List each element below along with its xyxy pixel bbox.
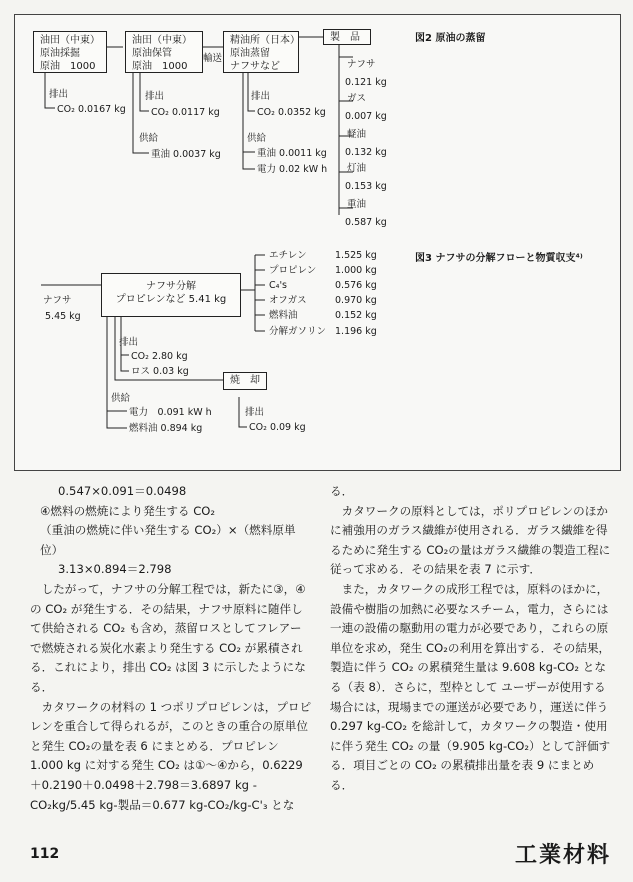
fig2-caption: 図2 原油の蒸留 bbox=[415, 33, 486, 44]
product-lightoil-val: 0.132 kg bbox=[345, 147, 387, 158]
out-ethylene: エチレン bbox=[269, 250, 307, 261]
continuation: る． bbox=[330, 484, 354, 498]
product-heavyoil: 重油 bbox=[347, 199, 367, 210]
fig3-supply: 供給 bbox=[111, 393, 131, 404]
product-gas: ガス bbox=[347, 93, 367, 104]
fig3-co2: CO₂ 2.80 kg bbox=[131, 351, 188, 362]
box-products: 製 品 bbox=[323, 29, 371, 45]
fig3-exhaust: 排出 bbox=[119, 337, 139, 348]
equation-1: 0.547×0.091＝0.0498 bbox=[58, 484, 187, 498]
box-oilfield-extraction: 油田（中東） 原油採掘 原油 1000 bbox=[33, 31, 107, 73]
paragraph-3: カタワークの原料としては，ポリプロピレンのほかに補強用のガラス繊維が使用される．ガラス繊維を得るために発生する CO₂の量はガラス繊維の製造工程に従って求める．その結果を表 7 に示す． bbox=[330, 503, 611, 577]
burn-co2: CO₂ 0.09 kg bbox=[249, 422, 306, 433]
b1-exhaust: 排出 bbox=[49, 89, 69, 100]
burn-exhaust: 排出 bbox=[245, 407, 265, 418]
b2-supply: 供給 bbox=[139, 133, 159, 144]
out-gasoline-val: 1.196 kg bbox=[335, 326, 377, 337]
item-4: ④燃料の燃焼により発生する CO₂ bbox=[40, 503, 216, 518]
transport-label: 輸送 bbox=[203, 53, 223, 64]
box-refinery: 精油所（日本） 原油蒸留 ナフサなど bbox=[223, 31, 299, 73]
fig3-input-val: 5.45 kg bbox=[45, 311, 81, 322]
out-offgas-val: 0.970 kg bbox=[335, 295, 377, 306]
out-propylene-val: 1.000 kg bbox=[335, 265, 377, 276]
box-oilfield-storage: 油田（中東） 原油保管 原油 1000 bbox=[125, 31, 203, 73]
figure-frame bbox=[14, 14, 621, 471]
out-fueloil: 燃料油 bbox=[269, 310, 298, 321]
b3-oil: 重油 0.0011 kg bbox=[257, 148, 327, 159]
b3-co2: CO₂ 0.0352 kg bbox=[257, 107, 326, 118]
b3-power: 電力 0.02 kW h bbox=[257, 164, 328, 175]
out-c4: C₄'s bbox=[269, 280, 288, 291]
fig3-fuel: 燃料油 0.894 kg bbox=[129, 423, 203, 434]
out-gasoline: 分解ガソリン bbox=[269, 326, 327, 337]
b3-exhaust: 排出 bbox=[251, 91, 271, 102]
product-gas-val: 0.007 kg bbox=[345, 111, 387, 122]
fig3-loss: ロス 0.03 kg bbox=[131, 366, 189, 377]
paragraph-1: したがって，ナフサの分解工程では，新たに③，④の CO₂ が発生する．その結果，ナフサ原料に随伴して供給される CO₂ も含め，蒸留ロスとしてフレアーで燃焼される炭化水素より発生する CO₂ が累積される．これにより，排出 CO₂ は図 3 に示したようになる． bbox=[30, 581, 306, 694]
out-offgas: オフガス bbox=[269, 295, 307, 306]
left-column bbox=[30, 482, 312, 815]
out-fueloil-val: 0.152 kg bbox=[335, 310, 377, 321]
box-naphtha-cracking: ナフサ分解 プロピレンなど 5.41 kg bbox=[101, 273, 241, 317]
fig3-caption: 図3 ナフサの分解フローと物質収支⁴⁾ bbox=[415, 253, 583, 264]
box-incineration: 焼 却 bbox=[223, 372, 267, 390]
product-kerosene: 灯油 bbox=[347, 163, 367, 174]
b2-co2: CO₂ 0.0117 kg bbox=[151, 107, 220, 118]
b2-exhaust: 排出 bbox=[145, 91, 165, 102]
b1-co2: CO₂ 0.0167 kg bbox=[57, 104, 126, 115]
product-kerosene-val: 0.153 kg bbox=[345, 181, 387, 192]
fig3-power: 電力 0.091 kW h bbox=[129, 407, 212, 418]
publication-logo: 工業材料 bbox=[514, 842, 611, 868]
b3-supply: 供給 bbox=[247, 133, 267, 144]
page-number: 112 bbox=[30, 846, 60, 862]
fig3-input-name: ナフサ bbox=[43, 295, 72, 306]
paragraph-4: また，カタワークの成形工程では，原料のほかに，設備や樹脂の加熱に必要なスチーム，電力，さらには一連の設備の駆動用の電力が必要であり，これらの原単位を求め，発生 CO₂の利用を算出する．その結果，製造に伴う CO₂ の累積発生量は 9.608 kg-CO₂ となる（表 8）．さらに，型枠として ユーザーが使用する場合には，現場までの運送が必要であり，運送に伴う 0.297 kg-CO₂ を総計して，カタワークの製造・使用に伴う発生 CO₂ の量（9.905 kg-CO₂）として評価する．項目ごとの CO₂ の累積排出量を表 9 にまとめる． bbox=[330, 581, 611, 792]
item-4-formula: （重油の燃焼に伴い発生する CO₂）×（燃料原単位） bbox=[40, 523, 296, 557]
out-ethylene-val: 1.525 kg bbox=[335, 250, 377, 261]
product-naphtha-val: 0.121 kg bbox=[345, 77, 387, 88]
equation-2: 3.13×0.894＝2.798 bbox=[58, 562, 172, 577]
out-propylene: プロピレン bbox=[269, 265, 317, 276]
b2-oil: 重油 0.0037 kg bbox=[151, 149, 221, 160]
flow-lines bbox=[15, 15, 620, 470]
product-naphtha: ナフサ bbox=[347, 59, 376, 70]
paragraph-2: カタワークの材料の 1 つポリプロピレンは，プロピレンを重合して得られるが，このときの重合の原単位と発生 CO₂の量を表 6 にまとめる．プロピレン 1.000 kg に対する発生 CO₂ は①〜④から，0.6229＋0.2190＋0.0498＋2.798＝3.6897 kg - CO₂kg/5.45 kg-製品＝0.677 kg-CO₂/kg-C'₃ とな bbox=[30, 699, 312, 812]
product-heavyoil-val: 0.587 kg bbox=[345, 217, 387, 228]
product-lightoil: 軽油 bbox=[347, 129, 367, 140]
right-column bbox=[330, 482, 612, 796]
out-c4-val: 0.576 kg bbox=[335, 280, 377, 291]
